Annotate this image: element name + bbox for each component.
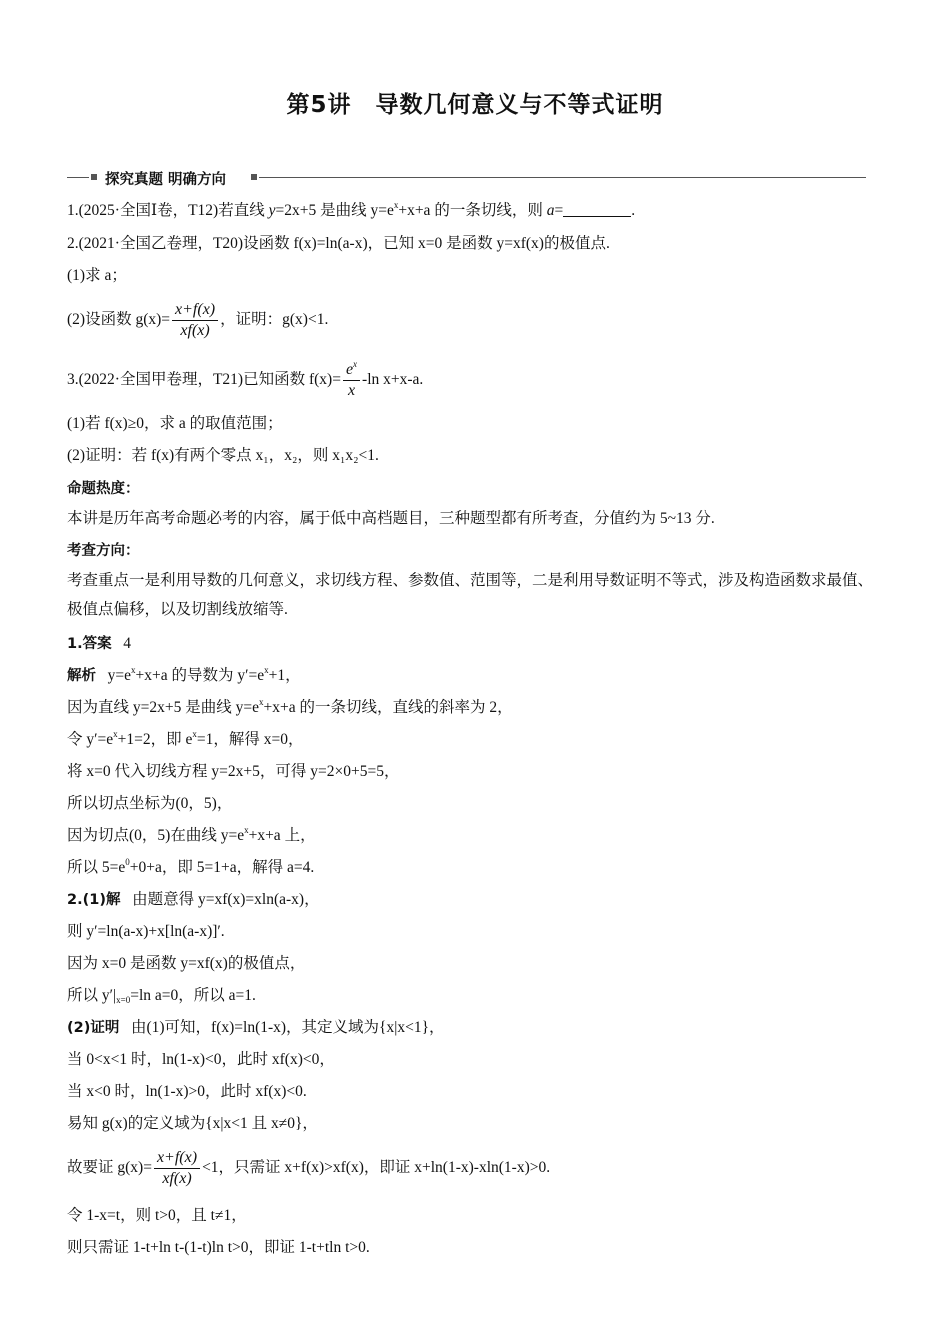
solution-line (67, 1144, 550, 1192)
sol-text: 故要证 g(x)= (67, 1159, 152, 1176)
sup: x (192, 729, 197, 739)
question-3-part-1: (1)若 f(x)≥0，求 a 的取值范围； (67, 415, 283, 432)
solution-line: 易知 g(x)的定义域为{x|x<1 且 x≠0}， (67, 1115, 318, 1132)
sol-text: 令 y′=e (67, 731, 114, 748)
direction-text: 考查重点一是利用导数的几何意义，求切线方程、参数值、范围等，二是利用导数证明不等式，涉及构造函数求最值、极值点偏移，以及切割线放缩等. (67, 572, 874, 618)
q1-eq: =2x+5 是曲线 (275, 202, 371, 219)
q1-a: a (546, 202, 555, 219)
square-icon (91, 174, 97, 180)
divider (67, 177, 89, 178)
sol-text: 所以 y′| (67, 987, 117, 1004)
solution-line: 所以切点坐标为(0，5)， (67, 795, 233, 812)
sol-text: +x+a 上， (248, 827, 316, 844)
section-header (67, 168, 866, 188)
sol-text: =1，解得 x=0， (196, 731, 304, 748)
solution-line: 当 0<x<1 时，ln(1-x)<0，此时 xf(x)<0， (67, 1051, 335, 1068)
sup: 0 (125, 857, 130, 867)
sol-text: 由(1)可知，f(x)=ln(1-x)，其定义域为{x|x<1}， (130, 1019, 445, 1036)
sol-text: +1， (268, 667, 301, 684)
q3-post: -ln x+x-a. (362, 371, 424, 388)
fraction (154, 1148, 200, 1189)
sup: x (244, 825, 249, 835)
fraction-denominator: xf(x) (154, 1168, 200, 1189)
fraction (172, 300, 218, 341)
solution-line: 当 x<0 时，ln(1-x)>0，此时 xf(x)<0. (67, 1083, 307, 1100)
fraction-numerator (343, 360, 360, 380)
q1-sup: x (393, 200, 399, 210)
solution-line (67, 1018, 445, 1038)
sol-text: +x+a 的一条切线，直线的斜率为 2， (263, 699, 513, 716)
sup: x (113, 729, 118, 739)
sol-text: 因为切点(0，5)在曲线 y=e (67, 827, 245, 844)
sol-text: <1，只需证 x+f(x)>xf(x)，即证 x+ln(1-x)-xln(1-x)>0. (202, 1159, 551, 1176)
solution-line (67, 826, 316, 846)
q1-rest: +x+a 的一条切线，则 (398, 202, 547, 219)
q3-pre: 3.(2022·全国甲卷理，T21)已知函数 f(x)= (67, 371, 341, 388)
question-1: 1.(2025·全国Ⅰ卷，T12)若直线 y=2x+5 是曲线 $y=e^x+x+a$ 的一条切线，则 a= . (67, 200, 636, 219)
heat-text: 本讲是历年高考命题必考的内容，属于低中高档题目，三种题型都有所考查，分值约为 5~13 分. (67, 510, 715, 527)
q2-p2-post: ，证明：g(x)<1. (220, 311, 329, 328)
question-2: 2.(2021·全国乙卷理，T20)设函数 f(x)=ln(a-x)，已知 x=0 是函数 y=xf(x)的极值点. (67, 235, 610, 252)
answer-label: 1.答案 (67, 636, 112, 652)
q1-y: y (268, 202, 276, 219)
question-3 (67, 356, 423, 404)
solution-line: 令 1-x=t，则 t>0，且 t≠1， (67, 1207, 247, 1224)
analysis-label: 解析 (67, 668, 96, 684)
question-2-part-1: (1)求 a； (67, 267, 127, 284)
sup: x (258, 697, 264, 707)
fraction (343, 360, 360, 401)
solution-line (67, 666, 301, 686)
sol-text: y=e (107, 667, 131, 684)
q1-prefix: 1.(2025·全国Ⅰ卷，T12)若直线 (67, 202, 269, 219)
fraction-denominator: x (343, 380, 360, 401)
solution-line (67, 858, 314, 878)
sup: x (131, 665, 136, 675)
page-title: 第5讲 导数几何意义与不等式证明 (286, 92, 664, 118)
divider (259, 177, 866, 178)
sub: x=0 (116, 995, 131, 1005)
section-label: 探究真题 明确方向 (105, 172, 227, 188)
fraction-denominator: xf(x) (172, 320, 218, 341)
fraction-numerator: x+f(x) (156, 1148, 198, 1166)
fraction-numerator: x+f(x) (175, 300, 216, 318)
direction-label: 考查方向： (67, 543, 140, 559)
heat-label: 命题热度： (67, 481, 140, 497)
solution-line (67, 730, 304, 750)
solution-label: 2.(1)解 (67, 892, 121, 908)
sup: x (264, 665, 269, 675)
sol-text: 所以 5=e (67, 859, 126, 876)
q2-p2-pre: (2)设函数 g(x)= (67, 311, 171, 328)
solution-line: 将 x=0 代入切线方程 y=2x+5，可得 y=2×0+5=5， (67, 763, 400, 780)
square-icon (251, 174, 257, 180)
solution-line (67, 698, 513, 718)
question-2-part-2 (67, 296, 328, 344)
solution-line: 因为 x=0 是函数 y=xf(x)的极值点， (67, 955, 306, 972)
solution-line (67, 890, 320, 910)
sol-text: +0+a，即 5=1+a，解得 a=4. (129, 859, 315, 876)
q1-curve: y=e (370, 202, 394, 219)
answer-1 (67, 634, 131, 654)
q1-end: = (554, 202, 564, 219)
question-3-part-2: (2)证明：若 f(x)有两个零点 x₁，x₂，则 x₁x₂<1. (67, 447, 379, 464)
solution-line (67, 986, 256, 1006)
sol-text: 由题意得 y=xf(x)=xln(a-x)， (132, 891, 320, 908)
proof-label: (2)证明 (67, 1020, 120, 1036)
sol-text: 因为直线 y=2x+5 是曲线 y=e (67, 699, 259, 716)
answer-blank (563, 202, 631, 217)
q3-num-sup: x (353, 358, 358, 369)
sol-text: =ln a=0，所以 a=1. (130, 987, 256, 1004)
q3-num: e (345, 360, 354, 378)
answer-value: 4 (123, 635, 131, 652)
solution-line: 则只需证 1-t+ln t-(1-t)ln t>0，即证 1-t+tln t>0. (67, 1239, 370, 1256)
sol-text: +x+a 的导数为 y′=e (135, 667, 265, 684)
sol-text: +1=2，即 e (117, 731, 193, 748)
solution-line: 则 y′=ln(a-x)+x[ln(a-x)]′. (67, 923, 225, 940)
